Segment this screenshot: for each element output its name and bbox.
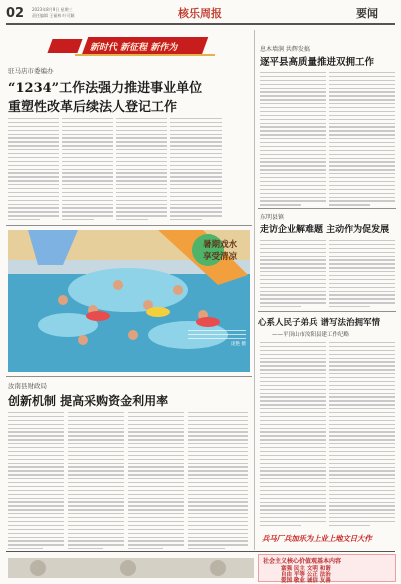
main-story-body-col2 xyxy=(62,118,113,223)
right-story1-body-col1 xyxy=(260,72,326,208)
banner-red-left xyxy=(47,39,82,53)
water-park-photo xyxy=(8,230,250,372)
main-story-body-col3 xyxy=(116,118,167,223)
bottom-story-body-col1 xyxy=(8,412,64,552)
banner-gold-stripe xyxy=(75,54,215,56)
bottom-story-title: 创新机制 提高采购资金利用率 xyxy=(8,394,169,408)
photo-caption-line1: 暑期戏水 xyxy=(203,240,238,250)
main-story-body-col4 xyxy=(170,118,222,223)
core-values-row3: 爱国 敬业 诚信 友善 xyxy=(281,578,331,584)
promo-text: 兵马厂兵加乐为上业上地文日大作 xyxy=(262,534,372,543)
core-values-title: 社会主义核心价值观基本内容 xyxy=(263,558,342,565)
right-story1-kicker: 息木墙涧 共辉发搞 xyxy=(260,46,310,53)
right-story2-bottom-rule xyxy=(258,311,396,312)
core-values-box xyxy=(258,554,396,582)
promo-banner xyxy=(258,532,396,546)
right-story2-body-col1 xyxy=(260,240,326,310)
banner xyxy=(30,34,248,60)
masthead-rule xyxy=(6,23,395,25)
bottom-story-body-col4 xyxy=(188,412,248,552)
right-story1-bottom-rule xyxy=(258,208,396,209)
paper-name: 核乐周报 xyxy=(178,7,222,20)
right-story2-body-col2 xyxy=(329,240,395,310)
right-story1-title: 逐平县高质量推进双拥工作 xyxy=(260,57,375,68)
banner-text: 新时代 新征程 新作为 xyxy=(90,43,178,53)
main-story-bottom-rule xyxy=(6,225,252,226)
photo-caption-line2: 享受清凉 xyxy=(203,252,238,262)
photo-caption-text xyxy=(188,330,246,347)
right-story1-body-col2 xyxy=(329,72,395,208)
footer-image-strip xyxy=(8,556,254,580)
photo-credit: 庞艳 摄 xyxy=(231,341,246,347)
main-story-title-line2: 重塑性改革后续法人登记工作 xyxy=(8,100,178,115)
right-story3-body-col1 xyxy=(260,342,326,529)
bottom-story-kicker: 汝南县财政局 xyxy=(8,382,47,390)
date-meta-line1: 2023年8月9日 星期三 xyxy=(32,7,73,12)
main-right-column-divider xyxy=(254,30,255,550)
main-story-kicker: 驻马店市委编办 xyxy=(8,67,54,75)
date-meta-line2: 责任编辑 王福林 叶可颖 xyxy=(32,13,75,18)
right-story2-kicker: 东明县镇 xyxy=(260,214,285,221)
bottom-story-top-rule xyxy=(6,376,252,377)
right-story2-title: 走访企业解难题 主动作为促发展 xyxy=(260,225,390,235)
masthead xyxy=(0,0,401,30)
core-values-row2: 自由 平等 公正 法治 xyxy=(281,572,331,578)
section-name: 要闻 xyxy=(356,7,378,20)
right-story3-title-line2: ——平顶山市汝阳县建工作纪略 xyxy=(272,332,350,338)
bottom-story-body-col3 xyxy=(128,412,184,552)
core-values-row1: 富强 民主 文明 和谐 xyxy=(281,566,331,572)
main-story-body-col1 xyxy=(8,118,59,223)
right-story3-title-line1: 心系人民子弟兵 谱写法治拥军情 xyxy=(258,318,380,328)
footer-rule xyxy=(6,551,395,552)
bottom-story-body-col2 xyxy=(68,412,124,552)
page-number: 02 xyxy=(6,6,25,21)
main-story-title-line1: “1234”工作法强力推进事业单位 xyxy=(8,81,203,96)
right-story3-body-col2 xyxy=(329,342,395,529)
